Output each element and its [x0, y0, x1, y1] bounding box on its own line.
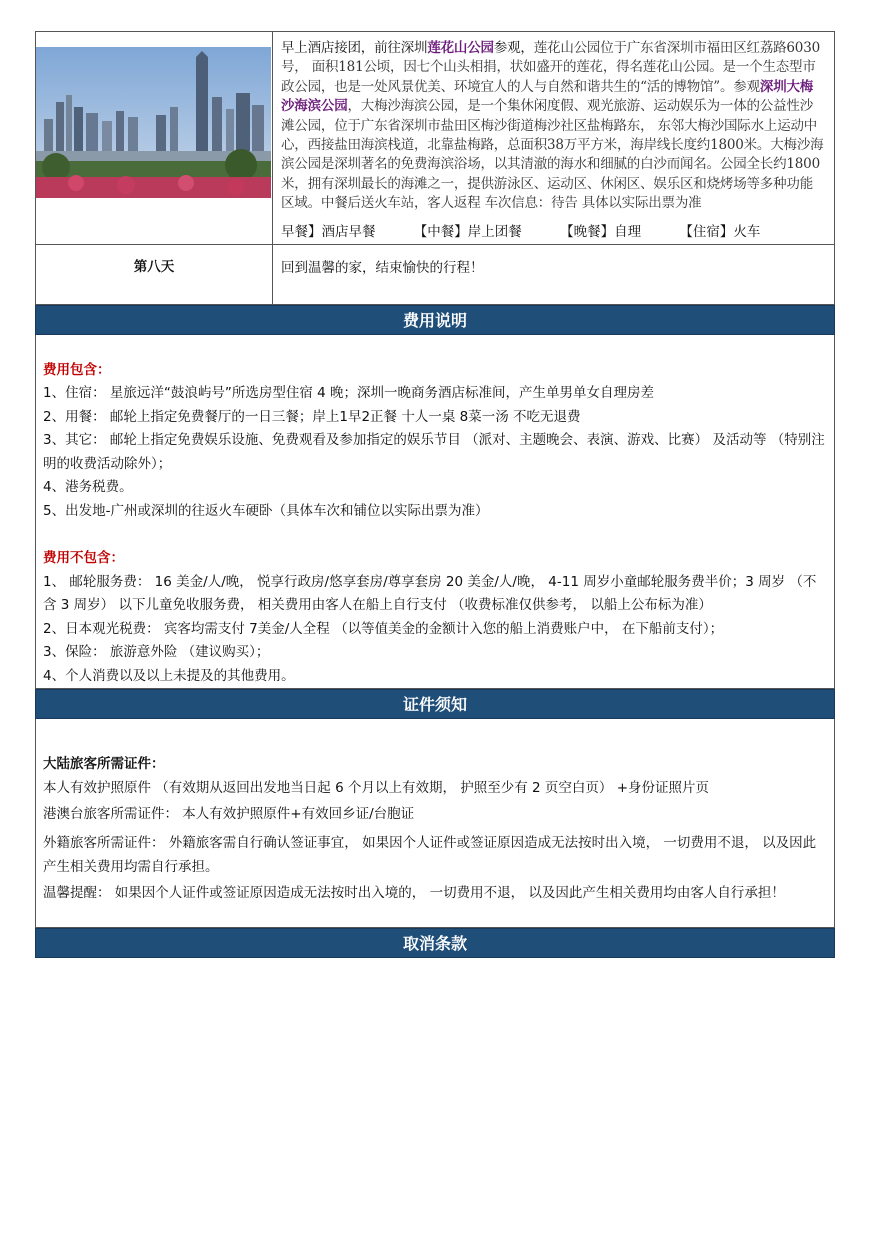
fees-section — [35, 335, 835, 690]
documents-section-header: 证件须知 — [35, 689, 835, 719]
cancellation-section-header: 取消条款 — [35, 928, 835, 958]
fee-include-item: 3、其它： 邮轮上指定免费娱乐设施、免费观看及参加指定的娱乐节目 （派对、主题晚会、表演、游戏、比赛） 及活动等 （特别注明的收费活动除外）； — [43, 432, 825, 472]
mainland-docs-title: 大陆旅客所需证件： — [43, 756, 165, 773]
day7-description — [273, 32, 834, 214]
day8-row — [36, 244, 835, 304]
dinner-info: 【晚餐】自理 — [560, 223, 642, 240]
breakfast-info: 早餐】酒店早餐 — [281, 223, 376, 240]
docs-item: 温馨提醒： 如果因个人证件或签证原因造成无法按时出入境的， 一切费用不退， 以及因此产生相关费用均由客人自行承担！ — [43, 885, 785, 902]
day7-desc-mid: 参观， — [493, 40, 534, 56]
documents-section — [35, 719, 835, 928]
day-table — [35, 31, 835, 305]
fees-include-title: 费用包含： — [43, 361, 111, 378]
shenzhen-skyline-photo — [36, 47, 271, 198]
fees-exclude-title: 费用不包含： — [43, 550, 124, 567]
docs-item: 外籍旅客所需证件： 外籍旅客需自行确认签证事宜， 如果因个人证件或签证原因造成无法按时出入境， 一切费用不退， 以及因此产生相关费用均需自行承担。 — [43, 835, 817, 876]
fee-exclude-item: 3、保险： 旅游意外险 （建议购买）； — [43, 644, 270, 661]
day7-desc-body1: 莲花山公园位于广东省深圳市福田区红荔路6030号， 面积181公顷，因七个山头相捐，状如盛开的莲花，得名莲花山公园。是一个生态型市政公园，也是一处风景优美、环境宜人的人与自然和谐共生的“活的博物馆”。参观 — [281, 40, 820, 95]
fee-include-item: 4、港务税费。 — [43, 479, 133, 496]
day7-row — [36, 32, 835, 245]
lodging-info: 【住宿】火车 — [679, 223, 761, 240]
itinerary-page — [35, 31, 835, 958]
day8-label: 第八天 — [36, 244, 273, 304]
day7-content-cell — [273, 32, 835, 245]
dameisha-park-highlight: 深圳大梅沙海滨公园 — [281, 78, 814, 115]
day8-text: 回到温馨的家，结束愉快的行程！ — [273, 244, 835, 304]
fee-exclude-item: 4、个人消费以及以上未提及的其他费用。 — [43, 667, 295, 684]
docs-item: 本人有效护照原件 （有效期从返回出发地当日起 6 个月以上有效期， 护照至少有 2 页空白页） +身份证照片页 — [43, 780, 710, 797]
lunch-info: 【中餐】岸上团餐 — [413, 223, 522, 240]
day7-meals — [273, 214, 834, 244]
fees-section-header: 费用说明 — [35, 305, 835, 335]
docs-item: 港澳台旅客所需证件： 本人有效护照原件+有效回乡证/台胞证 — [43, 806, 415, 823]
fee-include-item: 2、用餐： 邮轮上指定免费餐厅的一日三餐；岸上1早2正餐 十人一桌 8菜一汤 不吃无退费 — [43, 408, 581, 425]
day7-desc-lead: 早上酒店接团，前往深圳 — [281, 40, 428, 56]
fee-include-item: 5、出发地-广州或深圳的往返火车硬卧（具体车次和铺位以实际出票为准） — [43, 502, 489, 519]
fee-include-item: 1、住宿： 星旅远洋“鼓浪屿号”所选房型住宿 4 晚；深圳一晚商务酒店标准间，产生单男单女自理房差 — [43, 385, 655, 402]
day7-desc-body2: ，大梅沙海滨公园，是一个集休闲度假、观光旅游、运动娱乐为一体的公益性沙滩公园，位于广东省深圳市盐田区梅沙街道梅沙社区盐梅路东， 东邻大梅沙国际水上运动中心，西接盐田海滨栈道，北靠盐梅路，总面积38万平方米，海岸线长度约1800米。大梅沙海滨公园是深圳著名的免费海滨浴场，以其清澈的海水和细腻的白沙而闻名。公园全长约1800米，拥有深圳最长的海滩之一，提供游泳区、运动区、休闲区、娱乐区和烧烤场等多种功能区域。中餐后送火车站，客人返程 车次信息：待告 具体以实际出票为准 — [281, 98, 824, 212]
day7-photo-cell — [36, 32, 273, 245]
fee-exclude-item: 1、 邮轮服务费： 16 美金/人/晚， 悦享行政房/悠享套房/尊享套房 20 美金/人/晚， 4-11 周岁小童邮轮服务费半价；3 周岁 （不含 3 周岁） 以下儿童免收服务费， 相关费用由客人在船上自行支付 （收费标准仅供参考， 以船上公布标为准） — [43, 573, 817, 614]
fee-exclude-item: 2、日本观光税费： 宾客均需支付 7美金/人全程 （以等值美金的金额计入您的船上消费账户中， 在下船前支付）； — [43, 620, 724, 637]
lianhuashan-park-highlight: 莲花山公园 — [427, 40, 494, 56]
